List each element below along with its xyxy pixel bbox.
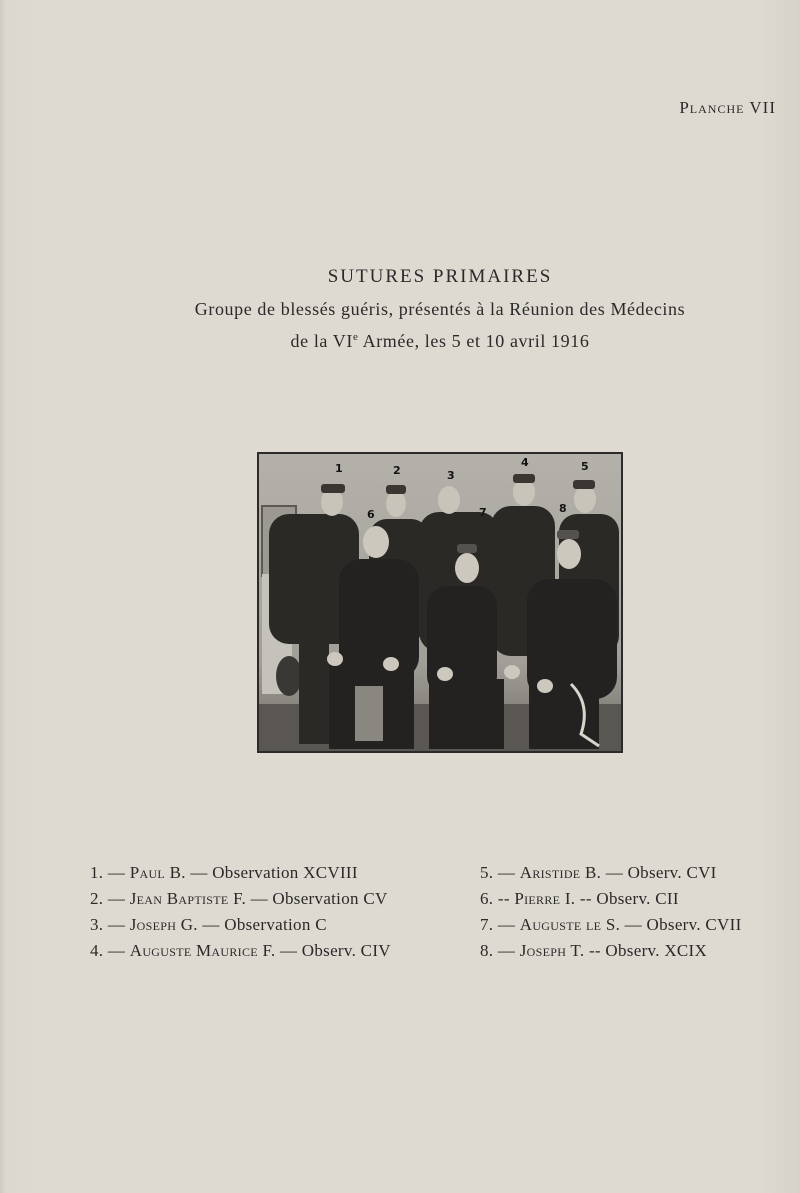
legend-number: 6. --: [480, 889, 515, 908]
legend-observation: — Observ. CIV: [275, 941, 391, 960]
legend-item: [90, 938, 391, 964]
photo-label-5: 5: [581, 460, 589, 473]
legend-observation: -- Observ. XCIX: [584, 941, 708, 960]
legend-number: 1. —: [90, 863, 130, 882]
legend-observation: — Observation XCVIII: [185, 863, 358, 882]
photo-label-2: 2: [393, 464, 401, 477]
photo-label-1: 1: [335, 462, 343, 475]
legend-name: Jean Baptiste F.: [129, 889, 247, 908]
legend-name: Joseph G.: [129, 915, 198, 934]
legend-name: Joseph T.: [519, 941, 585, 960]
caption-line-2-pre: de la VI: [290, 331, 353, 351]
photo-label-3: 3: [447, 469, 455, 482]
plate-label: Planche VII: [679, 98, 776, 117]
legend-item: [480, 860, 742, 886]
caption-superscript: e: [353, 331, 359, 343]
photo-label-4: 4: [521, 456, 529, 469]
legend-name: Auguste Maurice F.: [129, 941, 276, 960]
legend-observation: — Observ. CVI: [601, 863, 717, 882]
legend-item: [480, 912, 742, 938]
legend-number: 4. —: [90, 941, 130, 960]
legend-number: 5. —: [480, 863, 520, 882]
legend-name: Aristide B.: [519, 863, 602, 882]
photo-label-7: 7: [479, 506, 487, 519]
group-photograph: [257, 452, 623, 753]
legend-item: [90, 886, 391, 912]
legend-number: 2. —: [90, 889, 130, 908]
legend-number: 3. —: [90, 915, 130, 934]
page-title: SUTURES PRIMAIRES: [327, 266, 553, 287]
legend-item: [480, 938, 742, 964]
legend-observation: — Observation CV: [246, 889, 388, 908]
legend-name: Auguste le S.: [519, 915, 621, 934]
photo-illustration: [259, 454, 621, 751]
legend-right-column: [480, 860, 742, 964]
legend-observation: — Observ. CVII: [620, 915, 742, 934]
caption-line-2: [0, 331, 800, 352]
photo-label-6: 6: [367, 508, 375, 521]
legend-item: [90, 912, 391, 938]
legend-number: 7. —: [480, 915, 520, 934]
legend-observation: -- Observ. CII: [575, 889, 679, 908]
legend-name: Pierre I.: [514, 889, 576, 908]
legend-left-column: [90, 860, 391, 964]
caption-line-1: Groupe de blessés guéris, présentés à la Réunion des Médecins: [194, 299, 686, 319]
caption-line-2-post: Armée, les 5 et 10 avril 1916: [358, 331, 590, 351]
photo-label-8: 8: [559, 502, 567, 515]
legend-number: 8. —: [480, 941, 520, 960]
legend-item: [90, 860, 391, 886]
legend-item: [480, 886, 742, 912]
legend-name: Paul B.: [129, 863, 186, 882]
legend-observation: — Observation C: [197, 915, 327, 934]
